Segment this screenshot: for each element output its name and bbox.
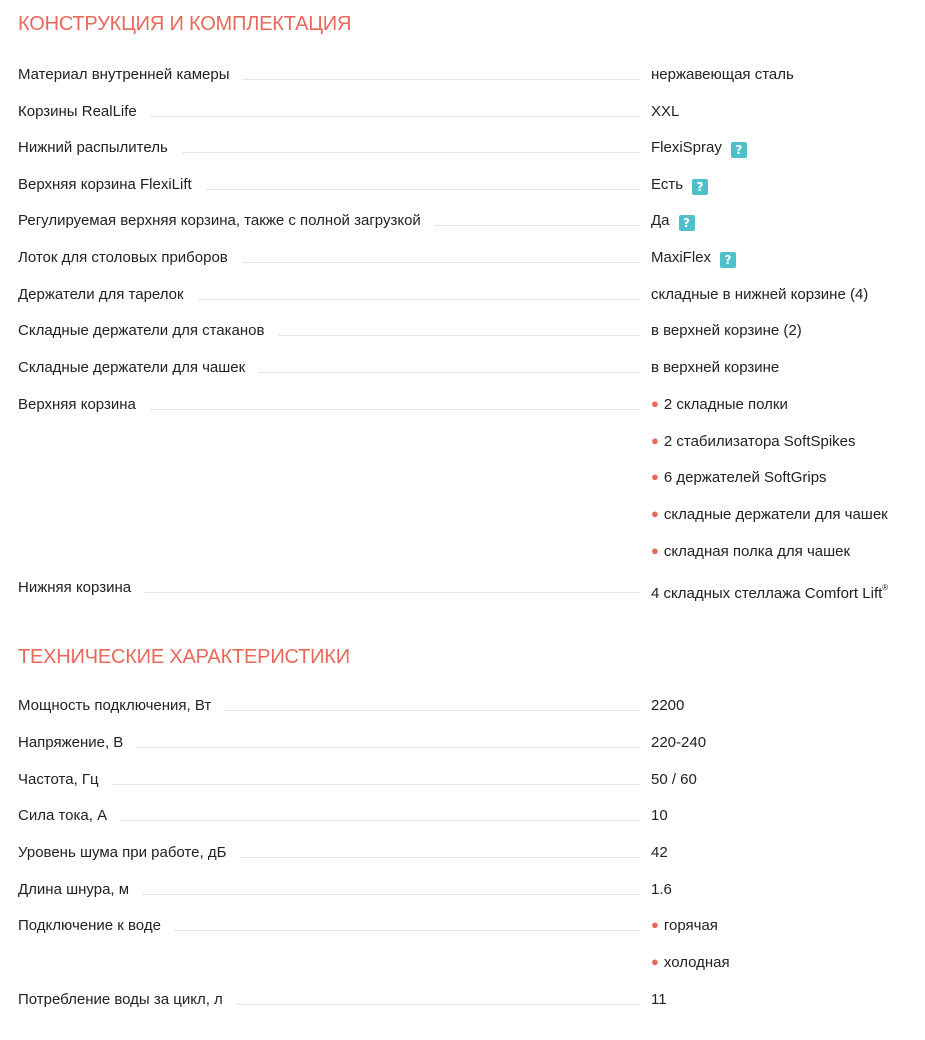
tech-section [18,645,913,1025]
spec-row-continuation [18,504,913,526]
spec-value: 6 держателей SoftGrips [663,469,827,486]
spec-value: холодная [663,954,730,971]
spec-row [18,394,913,416]
spec-label: Держатели для тарелок [18,284,198,306]
bullet-dot-icon: ● [651,506,659,521]
bullet-dot-icon: ● [651,917,659,932]
spec-list-item [651,541,850,563]
section-title: ТЕХНИЧЕСКИЕ ХАРАКТЕРИСТИКИ [18,646,350,668]
spec-value: горячая [663,917,718,934]
spec-label: Материал внутренней камеры [18,64,243,86]
spec-row [18,805,913,827]
spec-row [18,101,913,123]
registered-mark: ® [882,583,889,592]
spec-label: Верхняя корзина [18,394,150,416]
spec-label: Напряжение, В [18,732,137,754]
bullet-dot-icon: ● [651,954,659,969]
spec-value: нержавеющая сталь [651,66,794,83]
help-icon[interactable]: ? [720,252,736,268]
spec-value: 10 [651,807,668,824]
spec-row [18,64,913,86]
spec-row-continuation [18,952,913,974]
spec-value: 50 / 60 [651,771,697,788]
spec-row [18,174,913,196]
spec-label: Длина шнура, м [18,879,143,901]
spec-row [18,320,913,342]
spec-value: в верхней корзине [651,359,780,376]
spec-label: Сила тока, А [18,805,121,827]
spec-label: Регулируемая верхняя корзина, также с полной загрузкой [18,210,435,232]
spec-value: 220-240 [651,734,707,751]
spec-row [18,842,913,864]
spec-list-item [651,431,856,453]
spec-list-item [651,952,730,974]
spec-label: Потребление воды за цикл, л [18,989,237,1011]
spec-value-container [651,577,888,605]
spec-value: складные в нижней корзине (4) [651,286,869,303]
spec-value: MaxiFlex [651,249,712,266]
spec-row [18,879,913,901]
bullet-dot-icon: ● [651,543,659,558]
spec-row [18,695,913,717]
spec-value: складная полка для чашек [663,543,851,560]
spec-value: 1.6 [651,881,672,898]
spec-row [18,989,913,1011]
spec-value: 4 складных стеллажа Comfort Lift [651,585,883,602]
spec-row [18,284,913,306]
help-icon[interactable]: ? [731,142,747,158]
spec-value: 42 [651,844,668,861]
spec-label: Подключение к воде [18,915,175,937]
spec-value: 11 [651,991,667,1008]
spec-row [18,247,913,269]
spec-value: 2 стабилизатора SoftSpikes [663,433,856,450]
spec-label: Нижняя корзина [18,577,145,599]
spec-label: Складные держатели для чашек [18,357,259,379]
spec-label: Лоток для столовых приборов [18,247,242,269]
spec-value: 2 складные полки [663,396,788,413]
help-icon[interactable]: ? [679,215,695,231]
bullet-dot-icon: ● [651,396,659,411]
spec-row-continuation [18,541,913,563]
spec-label: Частота, Гц [18,769,113,791]
section-title: КОНСТРУКЦИЯ И КОМПЛЕКТАЦИЯ [18,13,352,35]
spec-label: Складные держатели для стаканов [18,320,278,342]
spec-list-item [651,467,827,489]
spec-value-container [651,210,695,232]
spec-list-item [651,504,888,526]
spec-row [18,137,913,159]
spec-value: складные держатели для чашек [663,506,888,523]
spec-row [18,357,913,379]
spec-row [18,210,913,232]
construction-section [18,12,913,602]
spec-value-container [651,174,708,196]
spec-value: в верхней корзине (2) [651,322,802,339]
spec-value-container [651,137,747,159]
spec-row [18,577,913,602]
bullet-dot-icon: ● [651,469,659,484]
spec-list-item [651,394,788,416]
spec-label: Верхняя корзина FlexiLift [18,174,206,196]
spec-label: Нижний распылитель [18,137,182,159]
spec-row [18,915,913,937]
bullet-dot-icon: ● [651,433,659,448]
spec-row-continuation [18,467,913,489]
help-icon[interactable]: ? [692,179,708,195]
spec-label: Мощность подключения, Вт [18,695,225,717]
spec-value: 2200 [651,697,685,714]
spec-label: Корзины RealLife [18,101,151,123]
spec-value: XXL [651,103,680,120]
spec-value-container [651,247,736,269]
spec-row [18,732,913,754]
spec-value: FlexiSpray [651,139,722,156]
spec-label: Уровень шума при работе, дБ [18,842,240,864]
spec-value: Есть [651,176,684,193]
spec-list-item [651,915,718,937]
spec-value: Да [651,212,670,229]
spec-row-continuation [18,431,913,453]
spec-row [18,769,913,791]
